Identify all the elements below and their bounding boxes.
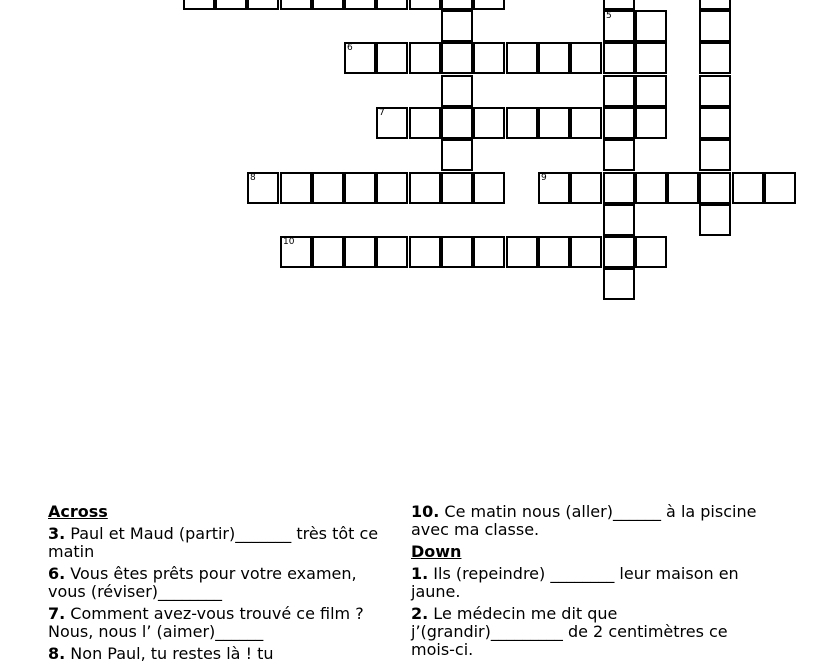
clue-across-6: 6. Vous êtes prêts pour votre examen, vous (réviser)________ [48,564,357,601]
across-heading: Across [48,502,108,521]
grid-cell[interactable] [312,0,344,10]
grid-cell[interactable] [441,172,473,204]
grid-cell[interactable] [376,42,408,74]
grid-cell[interactable] [570,172,602,204]
clue-number: 10 [283,237,295,247]
grid-cell[interactable] [699,204,731,236]
grid-cell[interactable] [667,172,699,204]
grid-cell[interactable] [635,107,667,139]
grid-cell[interactable] [409,236,441,268]
grid-cell[interactable] [764,172,796,204]
clue-across-3: 3. Paul et Maud (partir)_______ très tôt ce matin [48,524,379,561]
grid-cell[interactable] [473,42,505,74]
grid-cell[interactable] [603,75,635,107]
clues-right-column [411,503,771,663]
grid-cell[interactable] [603,139,635,171]
clue-number: 9 [541,173,547,183]
grid-cell[interactable] [603,107,635,139]
grid-cell[interactable] [570,42,602,74]
grid-cell[interactable] [699,139,731,171]
grid-cell[interactable] [603,204,635,236]
clue-across-8: 8. Non Paul, tu restes là ! tu [48,644,274,663]
grid-cell[interactable] [732,172,764,204]
clue-number: 5 [606,11,612,21]
grid-cell[interactable] [473,236,505,268]
clues-left-column [48,503,393,667]
grid-cell[interactable] [409,0,441,10]
grid-cell[interactable] [635,42,667,74]
grid-cell[interactable] [570,107,602,139]
grid-cell[interactable] [376,172,408,204]
grid-cell[interactable] [603,42,635,74]
grid-cell[interactable] [473,0,505,10]
grid-cell[interactable] [376,0,408,10]
grid-cell[interactable] [570,236,602,268]
grid-cell[interactable] [280,236,312,268]
clue-number: 8 [250,173,256,183]
grid-cell[interactable] [699,75,731,107]
grid-cell[interactable] [215,0,247,10]
grid-cell[interactable] [376,236,408,268]
grid-cell[interactable] [603,172,635,204]
grid-cell[interactable] [344,0,376,10]
down-heading: Down [411,542,462,561]
grid-cell[interactable] [538,172,570,204]
clue-number: 6 [347,43,353,53]
grid-cell[interactable] [344,172,376,204]
grid-cell[interactable] [603,0,635,10]
grid-cell[interactable] [538,42,570,74]
crossword-grid [0,0,816,310]
grid-cell[interactable] [699,107,731,139]
clue-down-1: 1. Ils (repeindre) ________ leur maison en jaune. [411,564,739,601]
grid-cell[interactable] [280,0,312,10]
grid-cell[interactable] [635,10,667,42]
grid-cell[interactable] [441,236,473,268]
grid-cell[interactable] [441,107,473,139]
grid-cell[interactable] [635,236,667,268]
clue-across-10: 10. Ce matin nous (aller)______ à la piscine avec ma classe. [411,502,757,539]
clue-number: 7 [379,108,385,118]
grid-cell[interactable] [473,172,505,204]
grid-cell[interactable] [699,172,731,204]
grid-cell[interactable] [441,139,473,171]
clue-down-2: 2. Le médecin me dit que j’(grandir)_________ de 2 centimètres ce mois-ci. [411,604,728,659]
grid-cell[interactable] [409,42,441,74]
grid-cell[interactable] [409,107,441,139]
grid-cell[interactable] [312,172,344,204]
grid-cell[interactable] [603,236,635,268]
grid-cell[interactable] [280,172,312,204]
grid-cell[interactable] [344,236,376,268]
grid-cell[interactable] [376,107,408,139]
grid-cell[interactable] [506,236,538,268]
grid-cell[interactable] [183,0,215,10]
grid-cell[interactable] [699,42,731,74]
grid-cell[interactable] [441,75,473,107]
grid-cell[interactable] [473,107,505,139]
clue-across-7: 7. Comment avez-vous trouvé ce film ? Nous, nous l’ (aimer)______ [48,604,364,641]
grid-cell[interactable] [506,107,538,139]
grid-cell[interactable] [603,268,635,300]
grid-cell[interactable] [635,75,667,107]
grid-cell[interactable] [344,42,376,74]
grid-cell[interactable] [441,10,473,42]
grid-cell[interactable] [247,0,279,10]
grid-cell[interactable] [441,0,473,10]
grid-cell[interactable] [699,10,731,42]
grid-cell[interactable] [538,107,570,139]
grid-cell[interactable] [506,42,538,74]
grid-cell[interactable] [635,172,667,204]
grid-cell[interactable] [409,172,441,204]
grid-cell[interactable] [699,0,731,10]
grid-cell[interactable] [247,172,279,204]
grid-cell[interactable] [312,236,344,268]
grid-cell[interactable] [603,10,635,42]
grid-cell[interactable] [441,42,473,74]
grid-cell[interactable] [538,236,570,268]
